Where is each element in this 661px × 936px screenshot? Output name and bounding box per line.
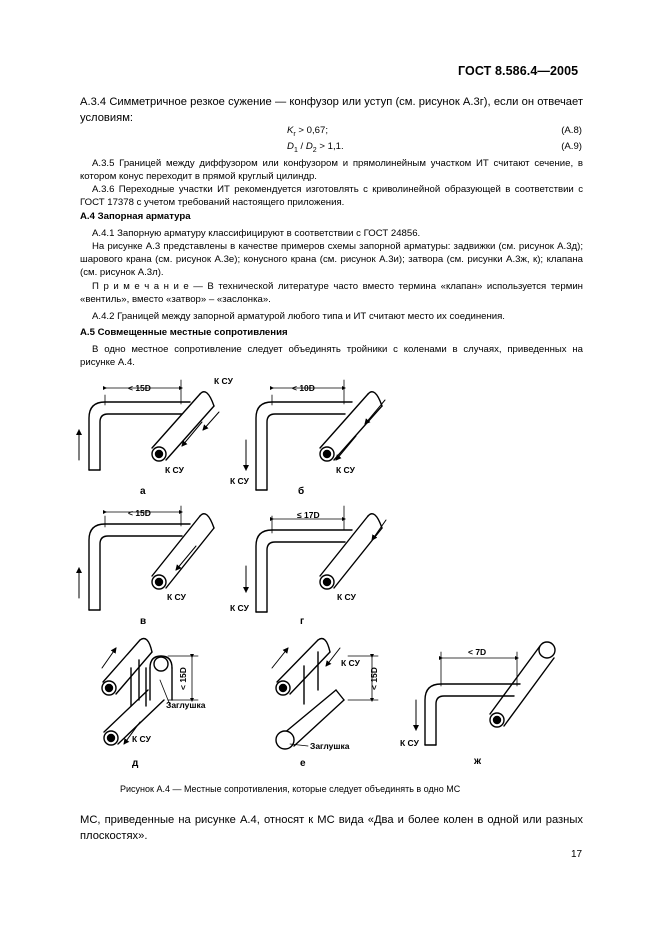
- ksu-b-bottom: К СУ: [336, 465, 355, 475]
- paragraph-a41a: А.4.1 Запорную арматуру классифицируют в соответствии с ГОСТ 24856.: [92, 228, 421, 239]
- letter-e: е: [300, 758, 306, 769]
- paragraph-a5: В одно местное сопротивление следует объединять тройники с коленами в случаях, приведенных на рисунке А.4.: [80, 344, 583, 369]
- plug-e: Заглушка: [310, 741, 350, 751]
- letter-g: г: [300, 616, 305, 627]
- letter-zh: ж: [474, 756, 482, 767]
- eq-a9-rhs: > 1,1.: [316, 141, 344, 152]
- eq-slash: /: [297, 141, 306, 152]
- dim-zh: < 7D: [468, 647, 487, 657]
- figure-labels: [128, 376, 486, 769]
- dim-e: < 15D: [369, 667, 379, 690]
- eq-d1: D: [287, 141, 294, 152]
- ksu-g-left: К СУ: [230, 603, 249, 613]
- figure-caption: Рисунок А.4 — Местные сопротивления, которые следует объединять в одно МС: [120, 784, 461, 794]
- ksu-v-bottom: К СУ: [167, 592, 186, 602]
- panel-v-drawing: [79, 506, 214, 610]
- paragraph-a41b: На рисунке А.3 представлены в качестве примеров схемы запорной арматуры: задвижки (см. рисунок А.3д); шарового крана (см. рисунок А.3е); конусного крана (см. рисунок А.3и); затвора (см. рисунки А.3ж, к); клапана (см. рисунок А.3л).: [80, 241, 583, 279]
- eq-d1-sub: 1: [293, 146, 298, 154]
- heading-a5: А.5 Совмещенные местные сопротивления: [80, 327, 288, 338]
- panel-e-drawing: [272, 639, 378, 750]
- equation-a8-number: (А.8): [561, 125, 582, 136]
- panel-d-drawing: [102, 639, 198, 746]
- dim-b: < 10D: [292, 383, 315, 393]
- ksu-a-top: К СУ: [214, 376, 233, 386]
- ksu-zh: К СУ: [400, 738, 419, 748]
- eq-d2: D: [305, 141, 313, 152]
- panel-g-drawing: [246, 506, 386, 612]
- panel-b-drawing: [246, 380, 385, 490]
- letter-d: д: [132, 758, 139, 769]
- ksu-e: К СУ: [341, 658, 360, 668]
- paragraph-a336: А.3.6 Переходные участки ИТ рекомендуется изготовлять с криволинейной образующей в соответствии с ГОСТ 17378 с учетом требований настоящего приложения.: [80, 184, 583, 209]
- dim-v: < 15D: [128, 508, 151, 518]
- paragraph-a335: А.3.5 Границей между диффузором или конфузором и прямолинейным участком ИТ считают сечение, в котором конус переходит в прямой круглый цилиндр.: [80, 158, 583, 183]
- ksu-d: К СУ: [132, 734, 151, 744]
- letter-v: в: [140, 616, 147, 627]
- dim-a: < 15D: [128, 383, 151, 393]
- paragraph-a334: А.3.4 Симметричное резкое сужение — конфузор или уступ (см. рисунок А.3г), если он отвечает условиям:: [80, 96, 583, 124]
- eq-d2-sub: 2: [312, 146, 317, 154]
- note: П р и м е ч а н и е — В технической литературе часто вместо термина «клапан» используется термин «вентиль», вместо «затвор» – «заслонка».: [80, 281, 583, 306]
- panel-a-drawing: [79, 380, 219, 470]
- paragraph-a42: А.4.2 Границей между запорной арматурой любого типа и ИТ считают место их соединения.: [92, 311, 505, 322]
- dim-g: ≤ 17D: [297, 510, 320, 520]
- letter-b: б: [298, 486, 305, 497]
- ksu-g-bottom: К СУ: [337, 592, 356, 602]
- heading-a4: А.4 Запорная арматура: [80, 211, 191, 222]
- ksu-b-left: К СУ: [230, 476, 249, 486]
- paragraph-final: МС, приведенные на рисунке А.4, относят к МС вида «Два и более колен в одной или разных плоскостях».: [80, 814, 583, 842]
- ksu-a-bottom: К СУ: [165, 465, 184, 475]
- eq-a8-rhs: > 0,67;: [295, 125, 329, 136]
- panel-zh-drawing: [416, 642, 555, 745]
- page-number: 17: [571, 849, 583, 860]
- equation-a9-number: (А.9): [561, 141, 582, 152]
- eq-k: K: [287, 125, 294, 136]
- plug-d: Заглушка: [166, 700, 206, 710]
- eq-k-sub: r: [293, 130, 296, 138]
- document-header: ГОСТ 8.586.4—2005: [458, 64, 579, 78]
- dim-d: < 15D: [178, 667, 188, 690]
- letter-a: а: [140, 486, 146, 497]
